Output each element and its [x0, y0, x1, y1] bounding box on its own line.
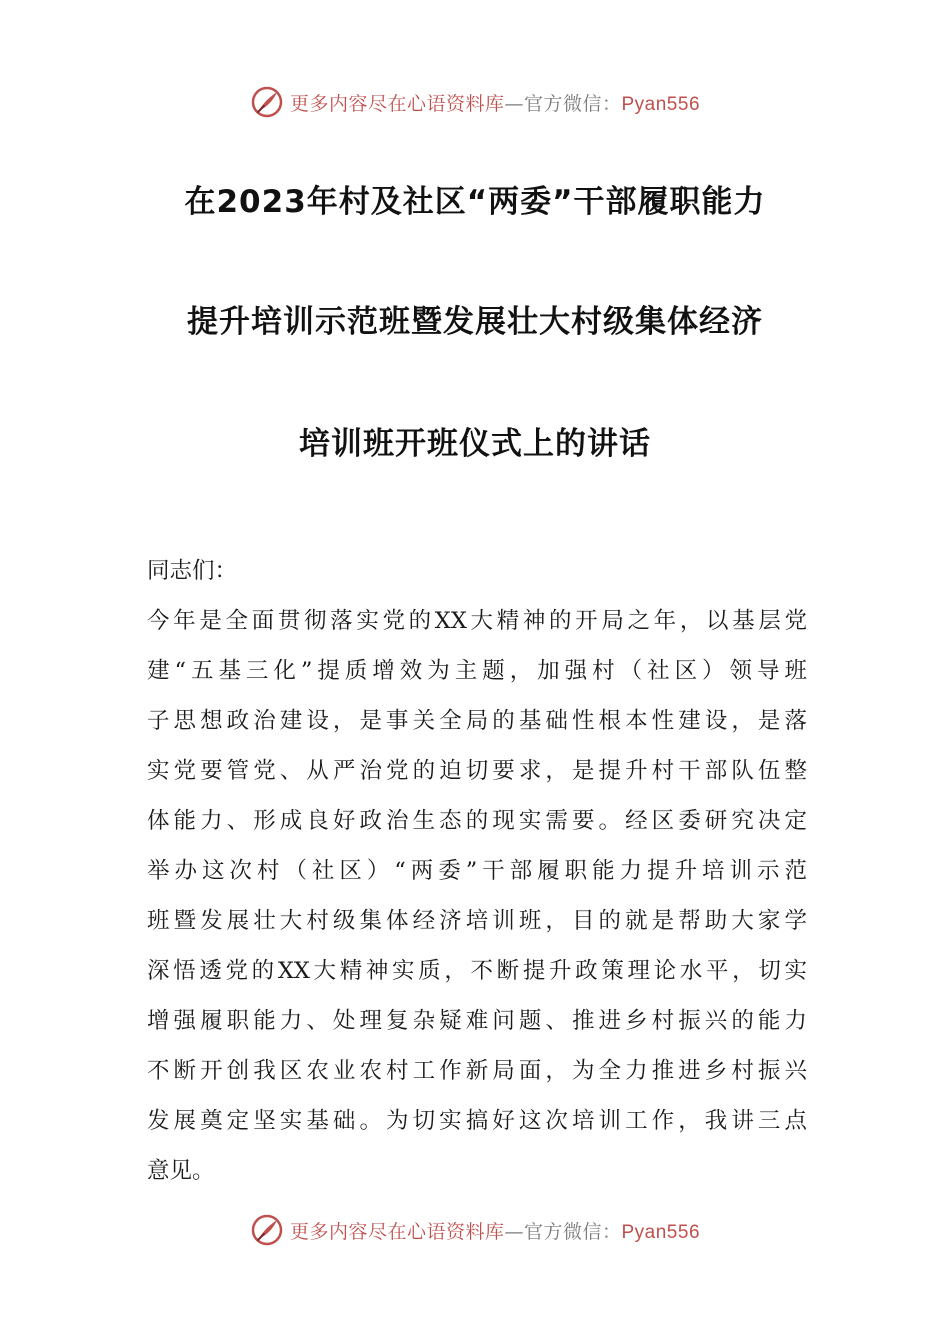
document-title-line-2: 提升培训示范班暨发展壮大村级集体经济: [187, 304, 763, 340]
paragraph-line: 今年是全面贯彻落实党的XX大精神的开局之年，以基层党: [147, 608, 807, 634]
banner-official-text: 官方微信：: [523, 1220, 622, 1243]
banner-separator: —: [504, 1220, 524, 1243]
paragraph-line: 体能力、形成良好政治生态的现实需要。经区委研究决定: [147, 808, 807, 834]
banner-official-text: 官方微信：: [523, 92, 622, 115]
document-title-line-1: 在2023年村及社区“两委”干部履职能力: [184, 184, 766, 220]
paragraph-line: 班暨发展壮大村级集体经济培训班，目的就是帮助大家学: [147, 908, 807, 934]
document-title-line-3: 培训班开班仪式上的讲话: [299, 426, 651, 462]
banner-wechat-id: Pyan556: [621, 93, 701, 115]
quill-logo-icon: [250, 85, 284, 119]
banner-text: [290, 89, 700, 116]
paragraph-line: 不断开创我区农业农村工作新局面，为全力推进乡村振兴: [147, 1058, 807, 1084]
quill-logo-icon: [250, 1213, 284, 1247]
paragraph-line: 增强履职能力、处理复杂疑难问题、推进乡村振兴的能力: [147, 1008, 807, 1034]
banner-main-text: 更多内容尽在心语资料库: [289, 1220, 505, 1243]
paragraph-line: 子思想政治建设，是事关全局的基础性根本性建设，是落: [147, 708, 807, 734]
footer-watermark-banner: [0, 1210, 950, 1250]
paragraph-line: 发展奠定坚实基础。为切实搞好这次培训工作，我讲三点: [147, 1108, 807, 1134]
paragraph-line: 深悟透党的XX大精神实质，不断提升政策理论水平，切实: [147, 958, 807, 984]
paragraph-line: 建“五基三化”提质增效为主题，加强村（社区）领导班: [147, 658, 807, 684]
banner-main-text: 更多内容尽在心语资料库: [289, 92, 505, 115]
banner-text: [290, 1217, 700, 1244]
paragraph-line: 意见。: [147, 1158, 215, 1184]
banner-separator: —: [504, 92, 524, 115]
body-paragraph: [147, 596, 807, 1196]
salutation: 同志们：: [147, 558, 238, 584]
paragraph-line: 举办这次村（社区）“两委”干部履职能力提升培训示范: [147, 858, 807, 884]
header-watermark-banner: [0, 82, 950, 122]
banner-wechat-id: Pyan556: [621, 1221, 701, 1243]
paragraph-line: 实党要管党、从严治党的迫切要求，是提升村干部队伍整: [147, 758, 807, 784]
